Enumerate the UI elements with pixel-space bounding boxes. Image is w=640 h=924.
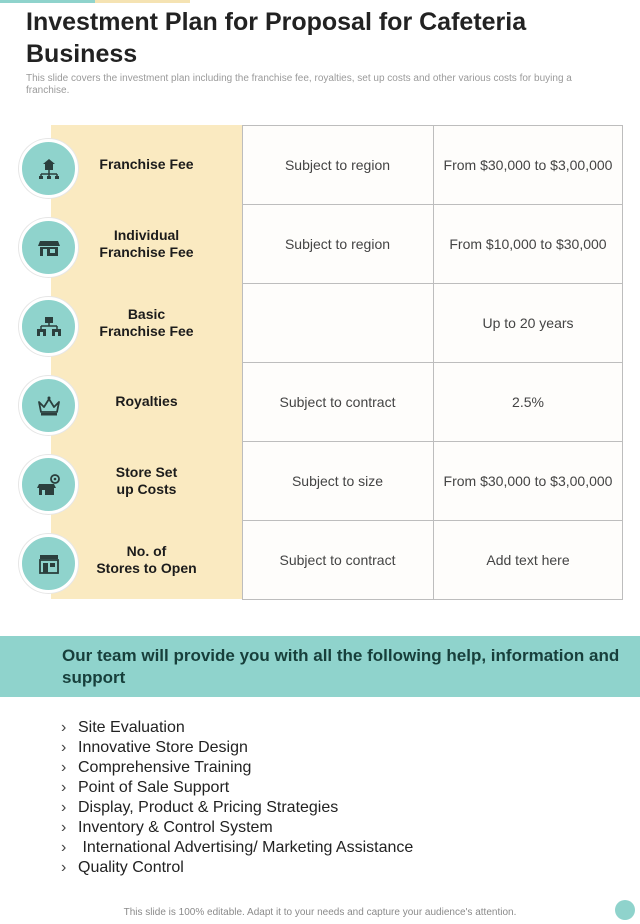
list-item: › Inventory & Control System — [61, 819, 273, 836]
row-cell-value: From $10,000 to $30,000 — [433, 204, 623, 283]
shop-icon — [19, 534, 78, 593]
list-item: › Innovative Store Design — [61, 739, 248, 756]
table-row — [51, 125, 623, 204]
chevron-right-icon: › — [61, 779, 67, 796]
chevron-right-icon: › — [61, 839, 67, 856]
footer-note: This slide is 100% editable. Adapt it to your needs and capture your audience's attention. — [123, 907, 517, 918]
investment-table — [51, 125, 623, 600]
support-banner — [0, 636, 640, 697]
crown-icon — [19, 376, 78, 435]
table-row — [51, 520, 623, 599]
list-item: › Comprehensive Training — [61, 759, 252, 776]
store-location-icon — [19, 455, 78, 514]
list-item: › Site Evaluation — [61, 719, 185, 736]
page-subtitle: This slide covers the investment plan including the franchise fee, royalties, set up costs and other various costs for buying a franchise. — [26, 73, 572, 96]
chevron-right-icon: › — [61, 819, 67, 836]
table-row — [51, 204, 623, 283]
chevron-right-icon: › — [61, 859, 67, 876]
row-cell-condition: Subject to region — [242, 125, 433, 204]
franchise-network-icon — [19, 139, 78, 198]
chevron-right-icon: › — [61, 719, 67, 736]
banner-text: Our team will provide you with all the following help, information and support — [62, 646, 620, 687]
list-item: › Point of Sale Support — [61, 779, 230, 796]
row-cell-value: 2.5% — [433, 362, 623, 441]
page-title: Investment Plan for Proposal for Cafeteria Business — [26, 8, 527, 68]
support-list — [61, 718, 601, 878]
table-border — [433, 125, 434, 600]
row-cell-value: From $30,000 to $3,00,000 — [433, 441, 623, 520]
table-row — [51, 283, 623, 362]
table-row — [51, 441, 623, 520]
top-accent-sand — [95, 0, 190, 3]
table-border — [242, 125, 243, 600]
list-item: › Quality Control — [61, 859, 184, 876]
row-label: Individual Franchise Fee — [51, 204, 242, 283]
chevron-right-icon: › — [61, 799, 67, 816]
row-cell-condition: Subject to contract — [242, 520, 433, 599]
top-accent-teal — [0, 0, 95, 3]
chevron-right-icon: › — [61, 759, 67, 776]
storefront-icon — [19, 218, 78, 277]
row-cell-value: Add text here — [433, 520, 623, 599]
store-network-icon — [19, 297, 78, 356]
row-cell-value: Up to 20 years — [433, 283, 623, 362]
row-cell-value: From $30,000 to $3,00,000 — [433, 125, 623, 204]
row-label: Franchise Fee — [51, 125, 242, 204]
row-cell-condition: Subject to size — [242, 441, 433, 520]
table-row — [51, 362, 623, 441]
row-cell-condition — [242, 283, 433, 362]
row-label: No. of Stores to Open — [51, 520, 242, 599]
corner-decoration — [615, 900, 635, 920]
row-label: Store Set up Costs — [51, 441, 242, 520]
list-item: › Display, Product & Pricing Strategies — [61, 799, 339, 816]
chevron-right-icon: › — [61, 739, 67, 756]
list-item: › International Advertising/ Marketing Assistance — [61, 839, 414, 856]
table-border — [622, 125, 623, 600]
row-cell-condition: Subject to region — [242, 204, 433, 283]
row-cell-condition: Subject to contract — [242, 362, 433, 441]
row-label: Royalties — [51, 362, 242, 441]
row-label: Basic Franchise Fee — [51, 283, 242, 362]
